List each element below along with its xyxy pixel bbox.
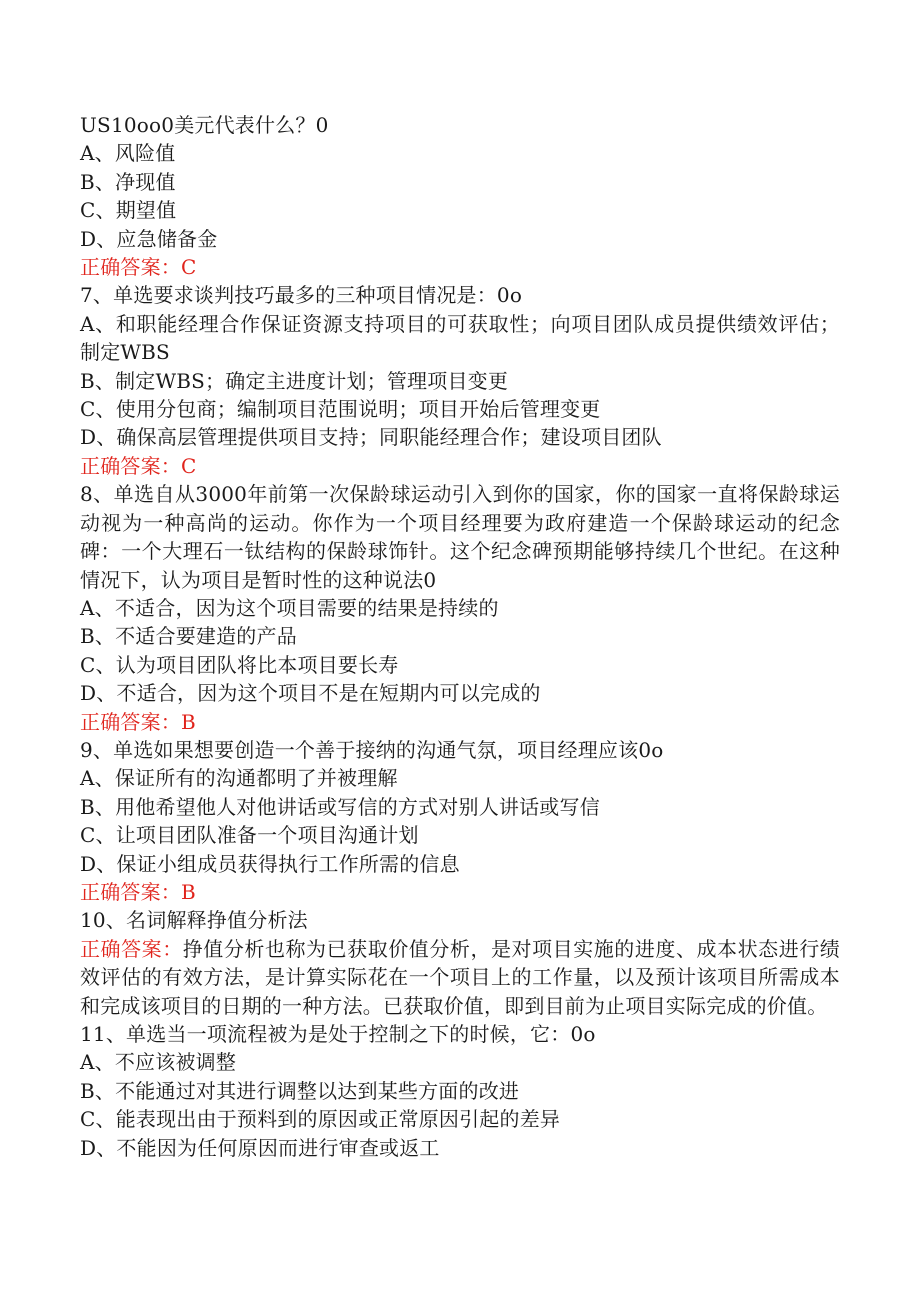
answer-label: 正确答案： [80,453,181,478]
option-d: D、不能因为任何原因而进行审查或返工 [80,1135,440,1160]
answer-label: 正确答案： [80,255,181,280]
option-b: B、不能通过对其进行调整以达到某些方面的改进 [80,1078,520,1103]
option-d: D、不适合，因为这个项目不是在短期内可以完成的 [80,681,541,706]
question-stem: 9、单选如果想要创造一个善于接纳的沟通气氛，项目经理应该0o [80,737,664,762]
answer-value: C [181,255,197,280]
option-c: C、使用分包商；编制项目范围说明；项目开始后管理变更 [80,397,601,422]
document-page [80,111,840,1162]
answer-line [80,878,840,906]
answer-value: B [181,879,196,904]
option-c: C、期望值 [80,198,177,223]
answer-label: 正确答案： [80,709,181,734]
option-c: C、让项目团队准备一个项目沟通计划 [80,823,419,848]
option-d: D、应急储备金 [80,226,218,251]
answer-line [80,253,840,281]
answer-label: 正确答案： [80,936,183,961]
option-c: C、认为项目团队将比本项目要长寿 [80,652,399,677]
option-d: D、保证小组成员获得执行工作所需的信息 [80,851,460,876]
option-a: A、不适合，因为这个项目需要的结果是持续的 [80,595,499,620]
answer-value: 挣值分析也称为已获取价值分析，是对项目实施的进度、成本状态进行绩效评估的有效方法，是计算实际花在一个项目上的工作量，以及预计该项目所需成本和完成该项目的日期的一种方法。已获取价值，即到目前为止项目实际完成的价值。 [80,936,840,1018]
option-b: B、净现值 [80,169,176,194]
question-stem: 10、名词解释挣值分析法 [80,908,308,933]
option-b: B、制定WBS；确定主进度计划；管理项目变更 [80,368,509,393]
option-b: B、用他希望他人对他讲话或写信的方式对别人讲话或写信 [80,794,600,819]
option-d: D、确保高层管理提供项目支持；同职能经理合作；建设项目团队 [80,425,662,450]
answer-value: B [181,709,196,734]
option-a: A、不应该被调整 [80,1050,237,1075]
option-c: C、能表现出由于预料到的原因或正常原因引起的差异 [80,1107,561,1132]
answer-paragraph [80,935,840,1020]
answer-label: 正确答案： [80,879,181,904]
question-stem: US10oo0美元代表什么？0 [80,113,329,137]
option-b: B、不适合要建造的产品 [80,624,297,649]
answer-line [80,708,840,736]
question-stem: 8、单选自从3000年前第一次保龄球运动引入到你的国家，你的国家一直将保龄球运动视为一种高尚的运动。你作为一个项目经理要为政府建造一个保龄球运动的纪念碑：一个大理石一钛结构的保龄球饰针。这个纪念碑预期能够持续几个世纪。在这种情况下，认为项目是暂时性的这种说法0 [80,482,840,592]
option-a: A、和职能经理合作保证资源支持项目的可获取性；向项目团队成员提供绩效评估；制定WBS [80,311,840,365]
question-stem: 11、单选当一项流程被为是处于控制之下的时候，它：0o [80,1022,596,1046]
option-a: A、保证所有的沟通都明了并被理解 [80,766,398,791]
question-stem: 7、单选要求谈判技巧最多的三种项目情况是：0o [80,283,523,308]
option-a: A、风险值 [80,141,176,166]
answer-value: C [181,453,197,478]
answer-line [80,452,840,480]
